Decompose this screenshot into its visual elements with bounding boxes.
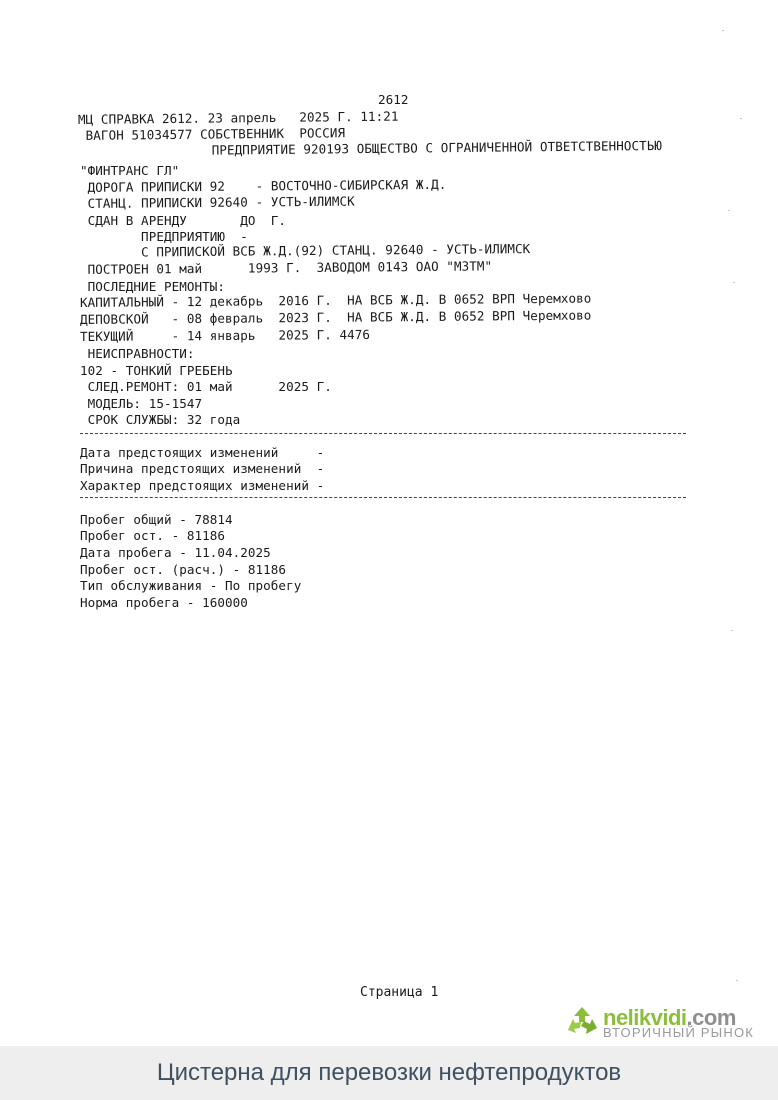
mileage-norm: Норма пробега - 160000 [80,595,248,610]
page-number: Страница 1 [360,985,439,1000]
doc-line-repairs-heading: ПОСЛЕДНИЕ РЕМОНТЫ: [80,279,226,294]
doc-line-fault: 102 - ТОНКИЙ ГРЕБЕНЬ [80,363,233,378]
doc-line-enterprise: ПРЕДПРИЯТИЕ 920193 ОБЩЕСТВО С ОГРАНИЧЕННОЙ ОТВЕТСТВЕННОСТЬЮ [81,137,663,159]
watermark-brand: nelikvidi.com [603,1005,736,1030]
mileage-total: Пробег общий - 78814 [80,512,233,527]
doc-line-station: СТАНЦ. ПРИПИСКИ 92640 - УСТЬ-ИЛИМСК [79,193,355,211]
dashed-divider [80,497,686,498]
doc-line-registration: С ПРИПИСКОЙ ВСБ Ж.Д.(92) СТАНЦ. 92640 - УСТЬ-ИЛИМСК [79,241,531,260]
doc-line-lease: СДАН В АРЕНДУ ДО Г. [80,213,287,228]
caption-text: Цистерна для перевозки нефтепродуктов [156,1059,622,1086]
doc-line-built: ПОСТРОЕН 01 май 1993 Г. ЗАВОДОМ 0143 ОАО "МЗТМ" [79,258,493,277]
doc-line-road: ДОРОГА ПРИПИСКИ 92 - ВОСТОЧНО-СИБИРСКАЯ Ж.Д. [79,176,447,195]
mileage-remaining: Пробег ост. - 81186 [80,528,226,543]
doc-line-repair-depot: ДЕПОВСКОЙ - 08 февраль 2023 Г. НА ВСБ Ж.Д. В 0652 ВРП Черемхово [79,307,592,327]
change-date-line: Дата предстоящих изменений - [80,445,325,460]
doc-line-wagon: ВАГОН 51034577 СОБСТВЕННИК РОССИЯ [77,125,346,143]
caption-bar [0,1046,778,1100]
change-nature-line: Характер предстоящих изменений - [80,478,325,493]
header-code: 2612 [378,92,409,107]
change-reason-line: Причина предстоящих изменений - [80,461,325,476]
doc-line-title: МЦ СПРАВКА 2612. 23 апрель 2025 Г. 11:21 [77,108,399,127]
watermark-tagline: ВТОРИЧНЫЙ РЫНОК [603,1025,755,1040]
doc-line-service-life: СРОК СЛУЖБЫ: 32 года [80,412,241,427]
service-type: Тип обслуживания - По пробегу [80,578,302,593]
mileage-remaining-calc: Пробег ост. (расч.) - 81186 [80,562,287,577]
doc-line-next-repair: СЛЕД.РЕМОНТ: 01 май 2025 Г. [80,379,332,394]
doc-line-company: "ФИНТРАНС ГЛ" [80,163,180,178]
dashed-divider [80,433,686,434]
doc-line-faults-heading: НЕИСПРАВНОСТИ: [80,346,195,361]
doc-line-enterprise-to: ПРЕДПРИЯТИЮ - [80,229,248,244]
doc-line-repair-current: ТЕКУЩИЙ - 14 январь 2025 Г. 4476 [79,326,371,344]
nelikvidi-watermark [564,1002,764,1042]
recycle-arrows-icon [564,1004,600,1040]
mileage-date: Дата пробега - 11.04.2025 [80,545,271,560]
doc-line-repair-capital: КАПИТАЛЬНЫЙ - 12 декабрь 2016 Г. НА ВСБ Ж.Д. В 0652 ВРП Черемхово [79,290,592,310]
doc-line-model: МОДЕЛЬ: 15-1547 [80,396,203,411]
